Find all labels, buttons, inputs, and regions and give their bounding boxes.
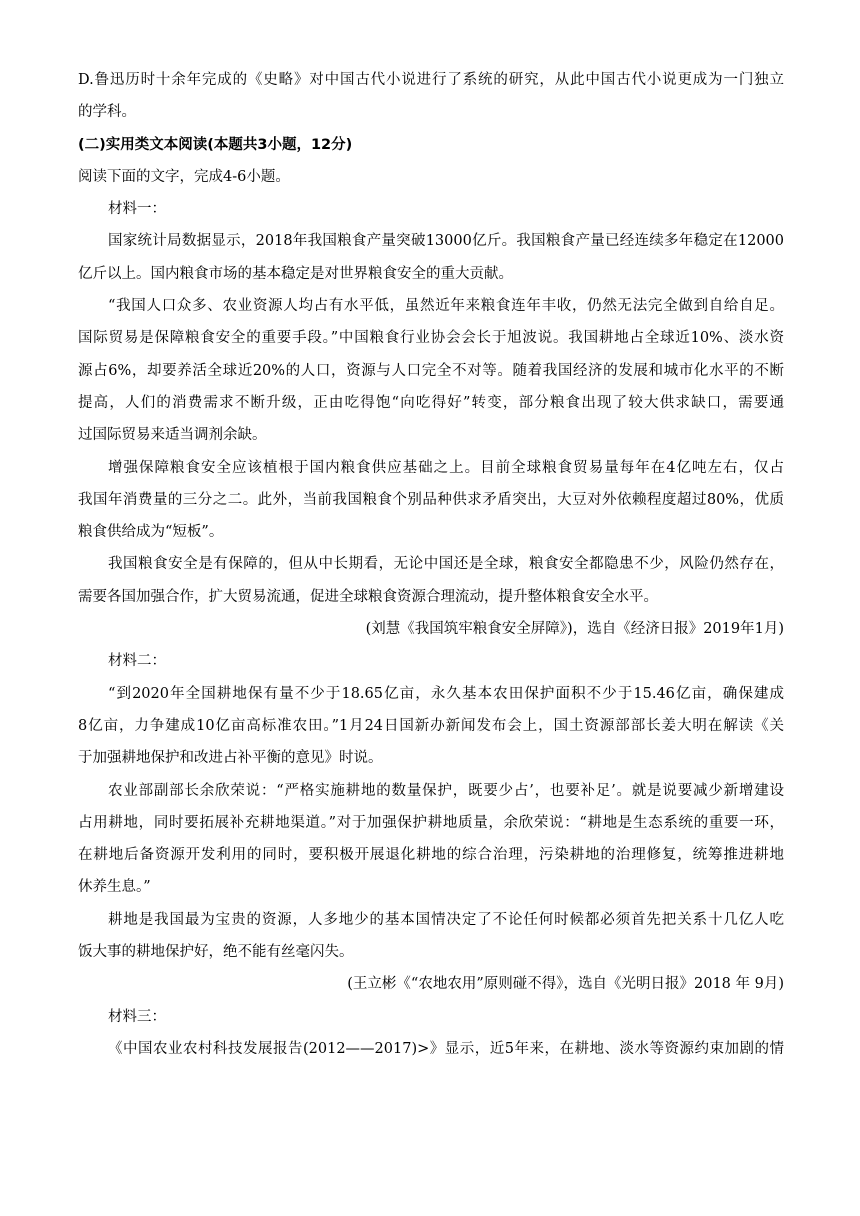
text-line: 国家统计局数据显示，2018年我国粮食产量突破13000亿斤。我国粮食产量已经连续多年稳定在12000 <box>108 233 784 250</box>
text-line: 于加强耕地保护和改进占补平衡的意见》时说。 <box>78 750 383 767</box>
text-line: 阅读下面的文字，完成4-6小题。 <box>78 168 290 185</box>
text-line: 过国际贸易来适当调剂余缺。 <box>78 427 267 444</box>
text-line: 材料三： <box>108 1008 166 1025</box>
text-line: 材料二： <box>108 653 166 670</box>
text-line: 饭大事的耕地保护好，绝不能有丝毫闪失。 <box>78 944 354 961</box>
text-line: “到2020年全国耕地保有量不少于18.65亿亩，永久基本农田保护面积不少于15.46亿亩，确保建成 <box>108 685 784 702</box>
text-line: 《中国农业农村科技发展报告(2012——2017)>》显示，近5年来，在耕地、淡水等资源约束加剧的情 <box>108 1040 784 1057</box>
text-line: 国际贸易是保障粮食安全的重要手段。”中国粮食行业协会会长于旭波说。我国耕地占全球近10%、淡水资 <box>78 330 784 347</box>
text-line: 休养生息。” <box>78 879 151 896</box>
text-line: 我国年消费量的三分之二。此外，当前我国粮食个别品种供求矛盾突出，大豆对外依赖程度超过80%，优质 <box>78 491 784 508</box>
section-heading: (二)实用类文本阅读(本题共3小题，12分) <box>78 136 353 153</box>
text-line: 占用耕地，同时要拓展补充耕地渠道。”对于加强保护耕地质量，余欣荣说：“耕地是生态系统的重要一环， <box>78 814 784 831</box>
text-line: 农业部副部长余欣荣说：“严格实施耕地的数量保护，既要少占’，也要补足’。就是说要减少新增建设 <box>108 782 784 799</box>
text-line: 源占6%，却要养活全球近20%的人口，资源与人口完全不对等。随着我国经济的发展和城市化水平的不断 <box>78 362 784 379</box>
text-line: 耕地是我国最为宝贵的资源，人多地少的基本国情决定了不论任何时候都必须首先把关系十几亿人吃 <box>108 911 784 928</box>
text-line: 材料一： <box>108 201 166 218</box>
text-line: D.鲁迅历时十余年完成的《史略》对中国古代小说进行了系统的研究，从此中国古代小说更成为一门独立 <box>78 72 784 88</box>
text-line: 需要各国加强合作，扩大贸易流通，促进全球粮食资源合理流动，提升整体粮食安全水平。 <box>78 588 658 605</box>
text-line: 粮食供给成为“短板”。 <box>78 524 224 541</box>
text-line: 亿斤以上。国内粮食市场的基本稳定是对世界粮食安全的重大贡献。 <box>78 265 513 282</box>
text-line: 我国粮食安全是有保障的，但从中长期看，无论中国还是全球，粮食安全都隐患不少，风险仍然存在， <box>108 556 784 573</box>
text-line: (刘慧《我国筑牢粮食安全屏障》)，选自《经济日报》2019年1月) <box>365 621 784 638</box>
text-line: 的学科。 <box>78 104 136 121</box>
text-line: 在耕地后备资源开发利用的同时，要积极开展退化耕地的综合治理，污染耕地的治理修复，统筹推进耕地 <box>78 847 784 864</box>
text-line: 提高，人们的消费需求不断升级，正由吃得饱“向吃得好”转变，部分粮食出现了较大供求缺口，需要通 <box>78 394 784 411</box>
text-line: “我国人口众多、农业资源人均占有水平低，虽然近年来粮食连年丰收，仍然无法完全做到自给自足。 <box>108 298 784 315</box>
text-line: 增强保障粮食安全应该植根于国内粮食供应基础之上。目前全球粮食贸易量每年在4亿吨左右，仅占 <box>108 459 784 476</box>
text-line: (王立彬《“农地农用”原则碰不得》，选自《光明日报》2018 年 9月) <box>347 976 784 993</box>
text-line: 8亿亩，力争建成10亿亩高标准农田。”1月24日国新办新闻发布会上，国土资源部部长姜大明在解读《关 <box>78 717 784 734</box>
document-page <box>78 64 784 1065</box>
